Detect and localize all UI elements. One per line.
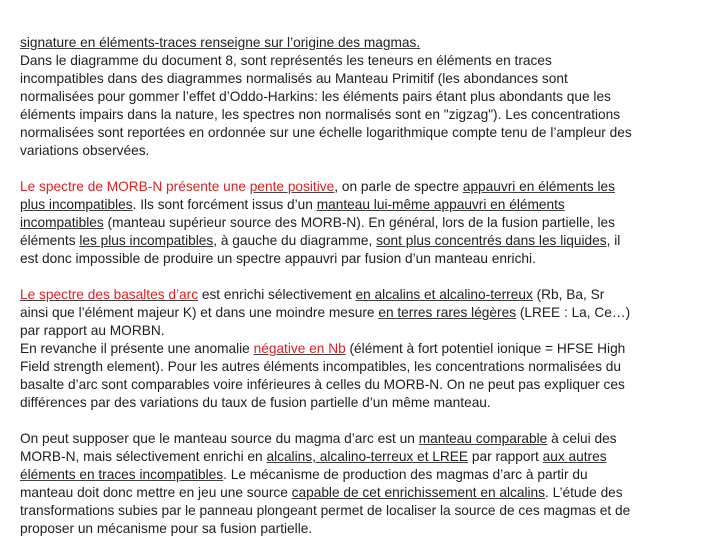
text-segment: , on parle de spectre [334,179,463,194]
text-segment: appauvri en éléments les [462,179,616,194]
text-segment: manteau comparable [418,431,548,446]
text-segment: MORB-N, mais sélectivement enrichi en [20,449,267,464]
text-segment: éléments impairs dans la nature, les spectres non normalisés sont en "zigzag"). Les concentrations [20,107,621,122]
text-segment: transformations subies par le panneau plongeant permet de localiser la source de ces magmas et de [20,503,631,518]
text-line [20,340,698,358]
text-segment: négative en Nb [253,341,346,356]
text-line [20,142,698,160]
text-segment: , il [606,233,621,248]
text-line [20,520,698,538]
text-segment: à celui des [547,431,617,446]
text-segment: signature en éléments-traces renseigne sur l’origine des magmas. [20,35,421,50]
text-segment: . Ils sont forcément issus d’un [132,197,317,212]
text-segment: (élément à fort potentiel ionique = HFSE High [345,341,626,356]
text-segment: en alcalins et alcalino-terreux [355,287,533,302]
text-line [20,502,698,520]
text-segment: Dans le diagramme du document 8, sont représentés les teneurs en éléments en traces [20,53,552,68]
text-segment: variations observées. [20,143,150,158]
text-segment: Field strength element). Pour les autres éléments incompatibles, les concentrations normalisées du [20,359,622,374]
text-line [20,196,698,214]
text-segment: manteau lui-même appauvri en éléments [316,197,565,212]
paragraph [20,178,698,268]
text-segment: capable de cet enrichissement en alcalins [291,485,546,500]
text-segment: normalisées pour gommer l’effet d’Oddo-Harkins: les éléments pairs étant plus abondants que les [20,89,611,104]
text-segment: par rapport [468,449,543,464]
text-segment: les plus incompatibles [79,233,214,248]
text-line [20,358,698,376]
text-segment: incompatibles [20,215,104,230]
text-segment: normalisées sont reportées en ordonnée sur une échelle logarithmique compte tenu de l’ampleur des [20,125,632,140]
text-segment: (Rb, Ba, Sr [532,287,605,302]
text-segment: par rapport au MORBN. [20,323,165,338]
text-segment: On peut supposer que le manteau source du magma d’arc est un [20,431,419,446]
text-line [20,304,698,322]
text-line [20,232,698,250]
text-segment: éléments en traces incompatibles [20,467,224,482]
paragraph [20,286,698,412]
text-line [20,214,698,232]
text-segment: ainsi que l’élément majeur K) et dans une moindre mesure [20,305,379,320]
text-line [20,430,698,448]
text-segment: manteau doit donc mettre en jeu une source [20,485,292,500]
text-line [20,250,698,268]
text-segment: aux autres [542,449,607,464]
text-segment: est donc impossible de produire un spectre appauvri par fusion d’un manteau enrichi. [20,251,536,266]
text-segment: (manteau supérieur source des MORB-N). En général, lors de la fusion partielle, les [103,215,615,230]
paragraph [20,430,698,538]
text-line [20,322,698,340]
text-segment: Le spectre des basaltes d’arc [20,287,199,302]
text-segment: plus incompatibles [20,197,133,212]
text-segment: éléments [20,233,80,248]
text-segment: en terres rares légères [378,305,517,320]
text-segment: alcalins, alcalino-terreux et LREE [266,449,469,464]
text-segment: différences par des variations du taux de fusion partielle d’un même manteau. [20,395,491,410]
text-segment: Le spectre de MORB-N [20,179,163,194]
text-segment: proposer un mécanisme pour sa fusion partielle. [20,521,313,536]
text-segment: présente une [162,179,250,194]
text-line [20,376,698,394]
text-line [20,286,698,304]
text-segment: pente positive [249,179,335,194]
text-line [20,178,698,196]
text-segment: est enrichi sélectivement [198,287,356,302]
text-line [20,394,698,412]
text-line [20,484,698,502]
text-segment: sont plus concentrés dans les liquides [376,233,607,248]
text-line [20,70,698,88]
text-segment: (LREE : La, Ce…) [516,305,631,320]
document-body [20,34,698,556]
text-line [20,88,698,106]
text-segment: . L’étude des [545,485,623,500]
text-line [20,466,698,484]
text-segment: En revanche il présente une anomalie [20,341,254,356]
text-segment: basalte d’arc sont comparables voire inférieures à celles du MORB-N. On ne peut pas expliquer ces [20,377,625,392]
text-line [20,448,698,466]
text-line [20,106,698,124]
text-segment: , à gauche du diagramme, [213,233,377,248]
text-segment: . Le mécanisme de production des magmas d’arc à partir du [223,467,588,482]
text-line [20,124,698,142]
text-segment: incompatibles dans des diagrammes normalisés au Manteau Primitif (les abondances sont [20,71,568,86]
text-line [20,52,698,70]
text-line [20,34,698,52]
paragraph [20,34,698,160]
